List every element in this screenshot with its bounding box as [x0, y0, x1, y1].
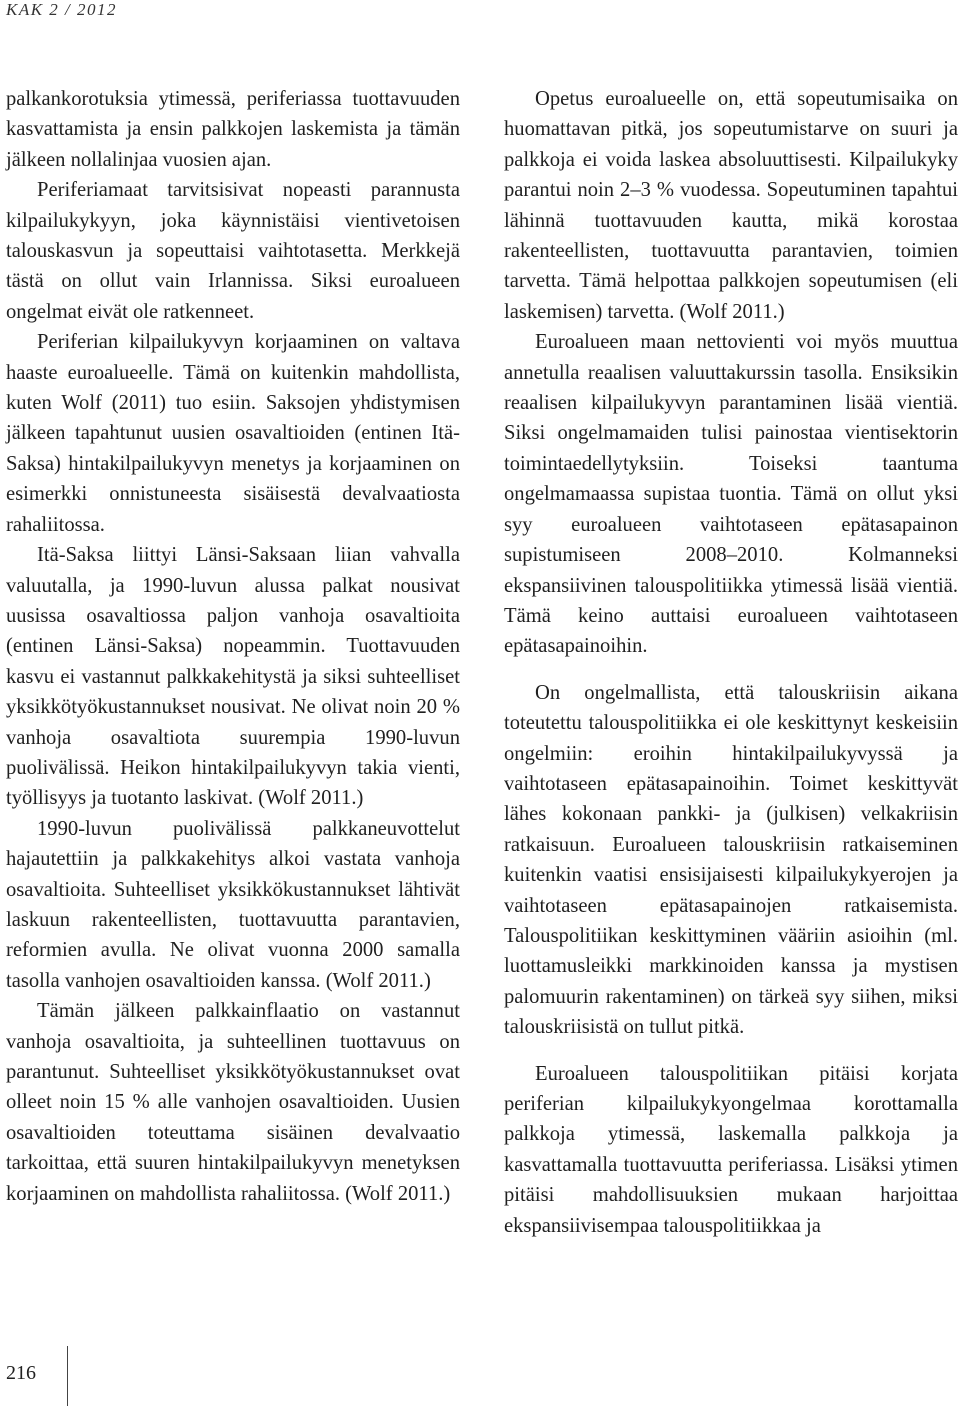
paragraph: Itä-Saksa liittyi Länsi-Saksaan liian vahvalla valuutalla, ja 1990-luvun alussa palkat nousivat uusissa osavaltiossa paljon vanhoja osavaltioita (entinen Länsi-Saksa) nopeammin. Tuottavuuden kasvu ei vastannut palkkakehitystä ja siksi suhteelliset yksikkötyökustannukset nousivat. Ne olivat noin 20 % vanhoja osavaltiota suurempia 1990-luvun puolivälissä. Heikon hintakilpailukyvyn takia vienti, työllisyys ja tuotanto laskivat. (Wolf 2011.) [6, 544, 460, 810]
paragraph: Periferiamaat tarvitsisivat nopeasti parannusta kilpailukykyyn, joka käynnistäisi vientivetoisen talouskasvun ja sopeuttaisi vaihtotasetta. Merkkejä tästä on ollut vain Irlannissa. Siksi euroalueen ongelmat eivät ole ratkenneet. [6, 179, 460, 323]
paragraph: Opetus euroalueelle on, että sopeutumisaika on huomattavan pitkä, jos sopeutumistarve on suuri ja palkkoja ei voida laskea absoluuttisesti. Kilpailukyky parantui noin 2–3 % vuodessa. Sopeutuminen tapahtui lähinnä tuottavuuden kautta, mikä korostaa rakenteellisten, tuottavuutta parantavien, toimien tarvetta. Tämä helpottaa palkkojen sopeutumisen (eli laskemisen) tarvetta. (Wolf 2011.) [504, 88, 958, 323]
paragraph: palkankorotuksia ytimessä, periferiassa tuottavuuden kasvattamista ja ensin palkkojen laskemista ja tämän jälkeen nollalinjaa vuosien ajan. [6, 88, 460, 171]
paragraph: On ongelmallista, että talouskriisin aikana toteutettu talouspolitiikka ei ole keskittynyt keskeisiin ongelmiin: eroihin hintakilpailukyvyssä ja vaihtotaseen epätasapainoihin. Toimet keskittyvät lähes kokonaan pankki- ja (julkisen) velkakriisin ratkaisuun. Euroalueen talouskriisin ratkaiseminen kuitenkin vaatisi ensisijaisesti kilpailukykyerojen ja vaihtotaseen epätasapainojen ratkaisemista. Talouspolitiikan keskittyminen vääriin asioihin (ml. luottamusleikki markkinoiden kanssa ja mystisen palomuurin rakentaminen) on tärkeä syy siihen, miksi talouskriisistä on tullut pitkä. [504, 681, 958, 1039]
paragraph: Euroalueen maan nettovienti voi myös muuttua annetulla reaalisen valuuttakurssin tasolla. Ensiksikin reaalisen kilpailukyvyn parantaminen lisää vientiä. Siksi ongelmamaiden tulisi painostaa vientisektorin toimintaedellytyksiin. Toiseksi taantuma ongelmamaassa supistaa tuontia. Tämä on ollut yksi syy euroalueen vaihtotaseen epätasapainon supistumiseen 2008–2010. Kolmanneksi ekspansiivinen talouspolitiikka ytimessä lisää vientiä. Tämä keino auttaisi euroalueen vaihtotaseen epätasapainoihin. [504, 331, 958, 658]
right-column [504, 84, 958, 1241]
footer-divider [67, 1346, 68, 1406]
paragraph: Tämän jälkeen palkkainflaatio on vastannut vanhoja osavaltioita, ja suhteellinen tuottavuus on parantunut. Suhteelliset yksikkötyökustannukset ovat olleet noin 15 % alle vanhojen osavaltioiden. Uusien osavaltioiden toteuttama sisäinen devalvaatio tarkoittaa, että suuren hintakilpailukyvyn menetyksen korjaaminen on mahdollista rahaliitossa. (Wolf 2011.) [6, 1000, 460, 1205]
paragraph: 1990-luvun puolivälissä palkkaneuvottelut hajautettiin ja palkkakehitys alkoi vastata vanhoja osavaltioita. Suhteelliset yksikkökustannukset lähtivät laskuun rakenteellisten, tuottavuutta parantavien, reformien avulla. Ne olivat vuonna 2000 samalla tasolla vanhojen osavaltioiden kanssa. (Wolf 2011.) [6, 817, 460, 992]
journal-header: KAK 2 / 2012 [6, 0, 118, 19]
paragraph: Periferian kilpailukyvyn korjaaminen on valtava haaste euroalueelle. Tämä on kuitenkin mahdollista, kuten Wolf (2011) tuo esiin. Saksojen yhdistymisen jälkeen tapahtunut uusien osavaltioiden (entinen Itä-Saksa) hintakilpailukyvyn menetys ja korjaaminen on esimerkki onnistuneesta sisäisestä devalvaatiosta rahaliitossa. [6, 331, 460, 536]
paragraph: Euroalueen talouspolitiikan pitäisi korjata periferian kilpailukykyongelmaa korottamalla palkkoja ytimessä, laskemalla palkkoja ja kasvattamalla tuottavuutta periferiassa. Lisäksi ytimen pitäisi mahdollisuuksien mukaan harjoittaa ekspansiivisempaa talouspolitiikkaa ja [504, 1062, 958, 1237]
page-number: 216 [6, 1362, 36, 1384]
left-column [6, 84, 460, 1209]
